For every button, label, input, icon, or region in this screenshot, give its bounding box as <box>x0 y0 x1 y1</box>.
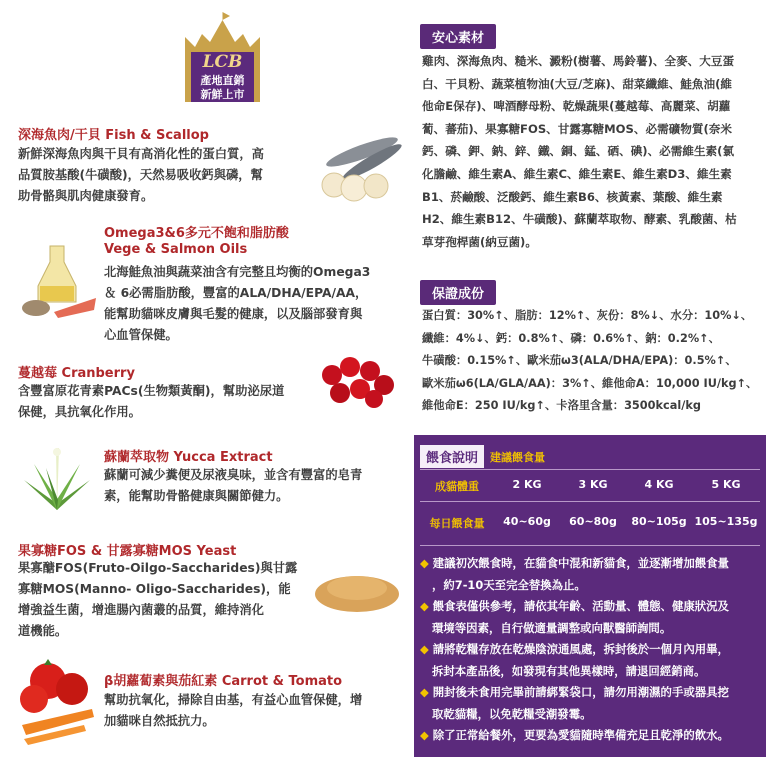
feeding-divider <box>420 469 760 470</box>
feeding-notes <box>420 553 764 747</box>
note-line: 取乾貓糧，以免乾糧受潮發霉。 <box>432 706 592 721</box>
weight-3kg: 3 KG <box>578 478 608 491</box>
weight-label: 成貓體重 <box>435 480 479 493</box>
amount-2kg: 40~60g <box>503 515 551 528</box>
amount-row <box>420 515 760 531</box>
bullet-icon: ◆ <box>420 642 429 656</box>
safe-ingredients-text: 雞肉、深海魚肉、糙米、澱粉(樹薯、馬鈴薯)、全麥、大豆蛋 白、干貝粉、蔬菜植物油(大豆/芝麻)、甜菜纖維、鮭魚油(維 他命E保存)、啤酒酵母粉、乾燥蔬果(蔓越莓、高麗菜、胡蘿 蔔、蕃茄)、果寡糖FOS、甘露寡糖MOS、必需礦物質(奈米 鈣、磷、鉀、鈉、鋅、鐵、銅、錳、硒、碘)、必需維生素(氯 化膽鹼、維生素A、維生素C、維生素E、維生素D3、維生素 B1、菸鹼酸、泛酸鈣、維生素B6、核黃素、葉酸、維生素 H2、維生素B12、牛磺酸)、蘇蘭萃取物、酵素、乳酸菌、枯 草芽孢桿菌(納豆菌)。 <box>422 54 737 249</box>
yucca-text: 蘇蘭可減少糞便及尿液臭味，並含有豐富的皂青 素，能幫助骨骼健康與關節健力。 <box>104 468 363 503</box>
tomato-carrot-image <box>14 655 100 745</box>
amount-label: 每日餵食量 <box>429 517 485 530</box>
guaranteed-text: 蛋白質：30%↑、脂肪：12%↑、灰份：8%↓、水分：10%↓、 纖維：4%↓、鈣：0.8%↑、磷：0.6%↑、鈉：0.2%↑、 牛磺酸：0.15%↑、歐米茄ω3(ALA/DHA/EPA)：0.5%↑、 歐米茄ω6(LA/GLA/AA)：3%↑、維他命A：10,000 IU/kg↑、 維他命E：250 IU/kg↑、卡洛里含量：3500kcal/kg <box>422 309 758 412</box>
note-line: ，約7-10天至完全替換為止。 <box>432 577 586 592</box>
oil-bottle-image <box>14 240 102 320</box>
yeast-powder-image <box>312 560 402 615</box>
weight-4kg: 4 KG <box>644 478 674 491</box>
feeding-header-row <box>420 445 545 468</box>
weight-5kg: 5 KG <box>711 478 741 491</box>
fos-mos-text: 果寡醣FOS(Fruto-Oilgo-Saccharides)與甘露 寡糖MOS(Manno- Oligo-Saccharides)，能 增強益生菌，增進腸內菌叢的品質，維持消化 道機能。 <box>18 561 298 638</box>
amount-3kg: 60~80g <box>569 515 617 528</box>
yucca-title: 蘇蘭萃取物 Yucca Extract <box>104 450 273 465</box>
amount-4kg: 80~105g <box>631 515 687 528</box>
cranberry-text: 含豐富原花青素PACs(生物類黃酮)，幫助泌尿道 保健，具抗氧化作用。 <box>18 384 285 419</box>
carrot-tomato-title: β胡蘿蔔素與茄紅素 Carrot & Tomato <box>104 674 343 689</box>
note-line: 拆封本產品後，如發現有其他異樣時，請退回經銷商。 <box>432 663 706 678</box>
amount-5kg: 105~135g <box>694 515 758 528</box>
omega-title: Omega3&6多元不飽和脂肪酸 <box>104 226 289 241</box>
fish-scallop-text: 新鮮深海魚肉與干貝有高消化性的蛋白質，高 品質胺基酸(牛磺酸)，天然易吸收鈣與磷，幫 助骨骼與肌肉健康發育。 <box>18 147 264 203</box>
cranberry-title: 蔓越莓 Cranberry <box>18 366 135 381</box>
weight-row <box>420 478 760 494</box>
feeding-panel <box>414 435 766 757</box>
brand-logo <box>175 12 270 107</box>
omega-text: 北海鮭魚油與蔬菜油含有完整且均衡的Omega3 ＆ 6必需脂肪酸，豐富的ALA/DHA/EPA/AA， 能幫助貓咪皮膚與毛髮的健康，以及腦部發育與 心血管保健。 <box>104 265 371 342</box>
note-line: ◆ 建議初次餵食時，在貓食中混和新貓食，並逐漸增加餵食量 <box>420 556 729 570</box>
note-line: ◆ 開封後未食用完畢前請綁緊袋口，請勿用潮濕的手或器具挖 <box>420 685 729 699</box>
safe-ingredients-header: 安心素材 <box>420 24 496 49</box>
yucca-plant-image <box>20 440 95 515</box>
feeding-subheader: 建議餵食量 <box>490 450 546 464</box>
note-line: 環境等因素，自行做適量調整或向獸醫師詢問。 <box>432 620 672 635</box>
fish-scallop-image <box>312 130 407 205</box>
bullet-icon: ◆ <box>420 599 429 613</box>
carrot-tomato-text: 幫助抗氧化，掃除自由基，有益心血管保健，增 加貓咪自然抵抗力。 <box>104 693 363 728</box>
logo-brand: LCB <box>202 52 243 72</box>
feeding-header: 餵食說明 <box>420 445 484 468</box>
note-line: ◆ 除了正常給餐外，更要為愛貓隨時準備充足且乾淨的飲水。 <box>420 728 729 742</box>
bullet-icon: ◆ <box>420 685 429 699</box>
logo-line2: 新鮮上市 <box>200 88 245 101</box>
fish-scallop-title: 深海魚肉/干貝 Fish & Scallop <box>18 128 209 143</box>
cranberry-image <box>318 355 398 410</box>
omega-subtitle: Vege & Salmon Oils <box>104 242 248 257</box>
note-line: ◆ 請將乾糧存放在乾燥陰涼通風處，拆封後於一個月內用畢， <box>420 642 729 656</box>
bullet-icon: ◆ <box>420 556 429 570</box>
guaranteed-header: 保證成份 <box>420 280 496 305</box>
table-divider <box>420 501 760 502</box>
note-line: ◆ 餵食表僅供參考，請依其年齡、活動量、體態、健康狀況及 <box>420 599 729 613</box>
logo-line1: 產地直銷 <box>200 74 245 87</box>
bullet-icon: ◆ <box>420 728 429 742</box>
fos-mos-title: 果寡糖FOS & 甘露寡糖MOS Yeast <box>18 544 237 559</box>
weight-2kg: 2 KG <box>512 478 542 491</box>
notes-divider <box>420 545 760 546</box>
